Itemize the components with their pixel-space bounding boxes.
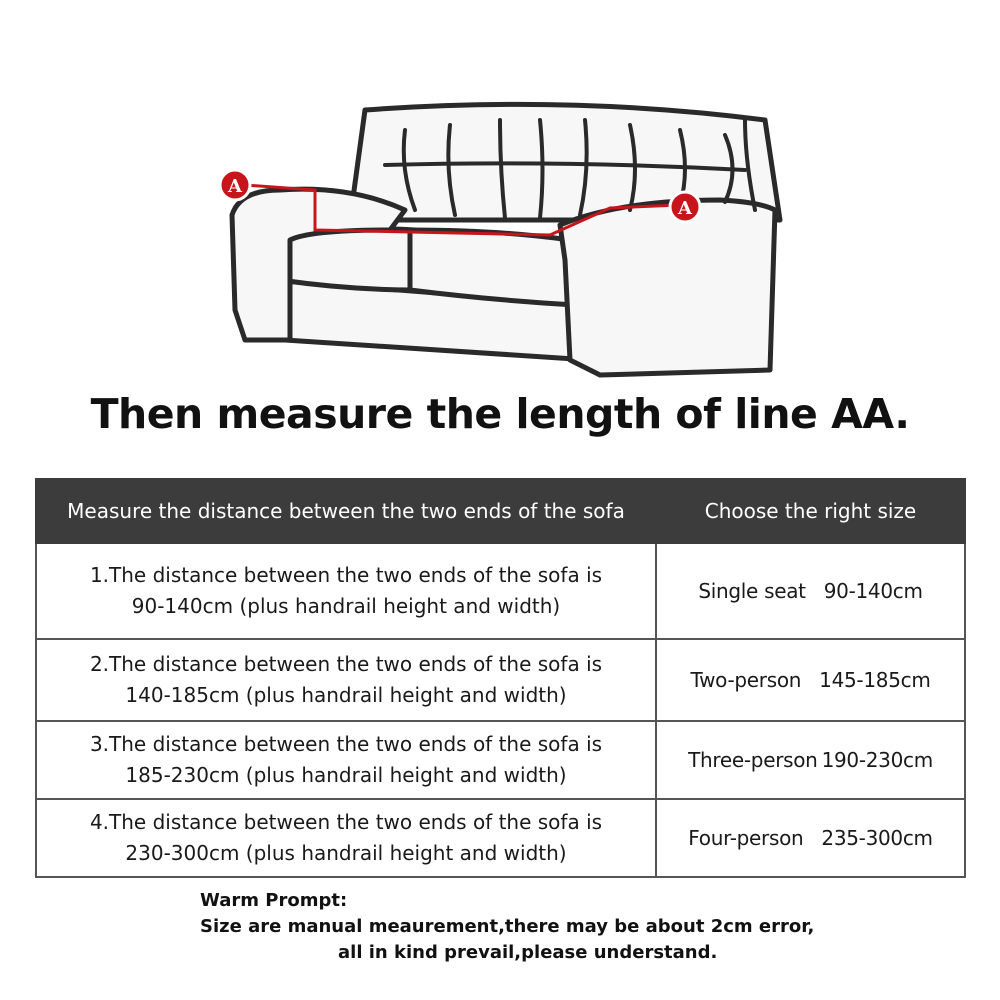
sofa-illustration — [200, 90, 800, 390]
size-name: Four-person — [688, 826, 804, 850]
header-size: Choose the right size — [656, 479, 965, 543]
measure-line2: 90-140cm (plus handrail height and width) — [131, 594, 561, 618]
svg-text:A: A — [228, 176, 242, 197]
table-row — [36, 799, 965, 877]
table-header-row — [36, 479, 965, 543]
measure-line1: 1.The distance between the two ends of the sofa is — [89, 563, 603, 587]
size-range: 235-300cm — [821, 826, 933, 850]
measure-cell — [36, 639, 656, 721]
size-name: Single seat — [698, 579, 806, 603]
table-row — [36, 721, 965, 799]
prompt-line2: all in kind prevail,please understand. — [338, 942, 718, 963]
size-name: Three-person — [688, 748, 818, 772]
size-cell — [656, 721, 965, 799]
marker-a-left — [220, 170, 250, 200]
size-name: Two-person — [690, 668, 802, 692]
measure-cell — [36, 799, 656, 877]
measure-line1: 3.The distance between the two ends of the sofa is — [89, 732, 603, 756]
size-cell — [656, 799, 965, 877]
headline: Then measure the length of line AA. — [90, 390, 910, 438]
table-row — [36, 543, 965, 639]
measure-cell — [36, 721, 656, 799]
size-cell — [656, 543, 965, 639]
measure-line2: 185-230cm (plus handrail height and width) — [125, 763, 567, 787]
measure-cell — [36, 543, 656, 639]
measure-line2: 140-185cm (plus handrail height and width) — [125, 683, 567, 707]
header-measure: Measure the distance between the two ends of the sofa — [36, 479, 656, 543]
size-range: 145-185cm — [819, 668, 931, 692]
marker-a-right — [670, 192, 700, 222]
size-range: 190-230cm — [821, 748, 933, 772]
size-range: 90-140cm — [823, 579, 923, 603]
table-row — [36, 639, 965, 721]
prompt-line1: Size are manual meaurement,there may be about 2cm error, — [200, 916, 815, 937]
size-cell — [656, 639, 965, 721]
svg-text:A: A — [678, 198, 692, 219]
warm-prompt — [200, 888, 814, 966]
measure-line1: 2.The distance between the two ends of the sofa is — [89, 652, 603, 676]
prompt-title: Warm Prompt: — [200, 890, 348, 911]
measure-line1: 4.The distance between the two ends of the sofa is — [89, 810, 603, 834]
size-table — [35, 478, 966, 878]
measure-line2: 230-300cm (plus handrail height and width) — [125, 841, 567, 865]
